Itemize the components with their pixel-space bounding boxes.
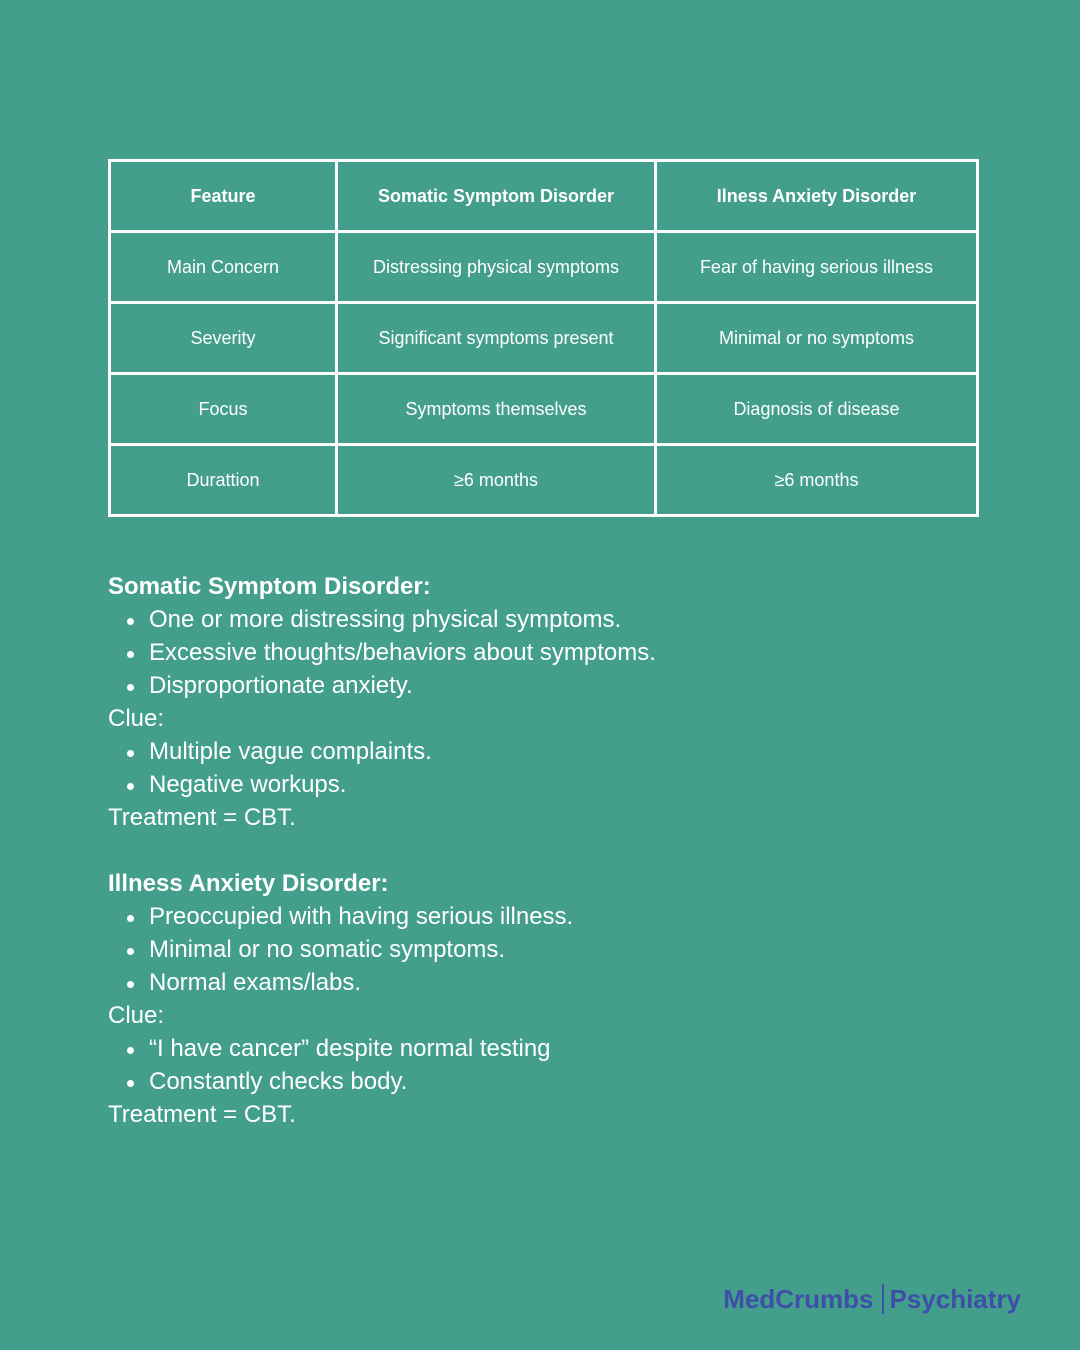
brand-divider [882,1284,884,1314]
row-ssd-cell: Symptoms themselves [337,374,656,445]
iad-clues-list [108,1032,1008,1098]
list-item: Minimal or no somatic symptoms. [149,933,1008,966]
list-item: Normal exams/labs. [149,966,1008,999]
iad-points-list [108,900,1008,999]
list-item: Excessive thoughts/behaviors about symptoms. [149,636,1008,669]
ssd-clue-label: Clue: [108,705,165,732]
notes-section [108,570,1008,1131]
table-row [110,445,978,516]
ssd-clues-list [108,735,1008,801]
table-row [110,303,978,374]
iad-title: Illness Anxiety Disorder: [108,870,389,897]
list-item: Multiple vague complaints. [149,735,1008,768]
header-feature: Feature [110,161,337,232]
row-feature-cell: Focus [110,374,337,445]
list-item: Negative workups. [149,768,1008,801]
row-feature-cell: Durattion [110,445,337,516]
list-item: Disproportionate anxiety. [149,669,1008,702]
brand-logo [723,1281,1021,1317]
row-feature-cell: Main Concern [110,232,337,303]
list-item: One or more distressing physical symptoms. [149,603,1008,636]
table-row [110,374,978,445]
comparison-table [108,159,979,517]
table-header-row [110,161,978,232]
brand-subject: Psychiatry [889,1284,1021,1314]
row-iad-cell: Minimal or no symptoms [656,303,978,374]
list-item: Constantly checks body. [149,1065,1008,1098]
row-ssd-cell: Significant symptoms present [337,303,656,374]
row-ssd-cell: ≥6 months [337,445,656,516]
list-item: Preoccupied with having serious illness. [149,900,1008,933]
row-iad-cell: Diagnosis of disease [656,374,978,445]
list-item: “I have cancer” despite normal testing [149,1032,1008,1065]
iad-clue-label: Clue: [108,1002,165,1029]
row-iad-cell: Fear of having serious illness [656,232,978,303]
row-ssd-cell: Distressing physical symptoms [337,232,656,303]
table-row [110,232,978,303]
iad-treatment: Treatment = CBT. [108,1101,296,1128]
comparison-table-container [108,159,976,517]
row-feature-cell: Severity [110,303,337,374]
header-somatic-symptom-disorder: Somatic Symptom Disorder [337,161,656,232]
header-illness-anxiety-disorder: Ilness Anxiety Disorder [656,161,978,232]
ssd-title: Somatic Symptom Disorder: [108,573,431,600]
ssd-points-list [108,603,1008,702]
section-spacer [108,834,1008,867]
brand-name: MedCrumbs [723,1284,874,1314]
row-iad-cell: ≥6 months [656,445,978,516]
ssd-treatment: Treatment = CBT. [108,804,296,831]
